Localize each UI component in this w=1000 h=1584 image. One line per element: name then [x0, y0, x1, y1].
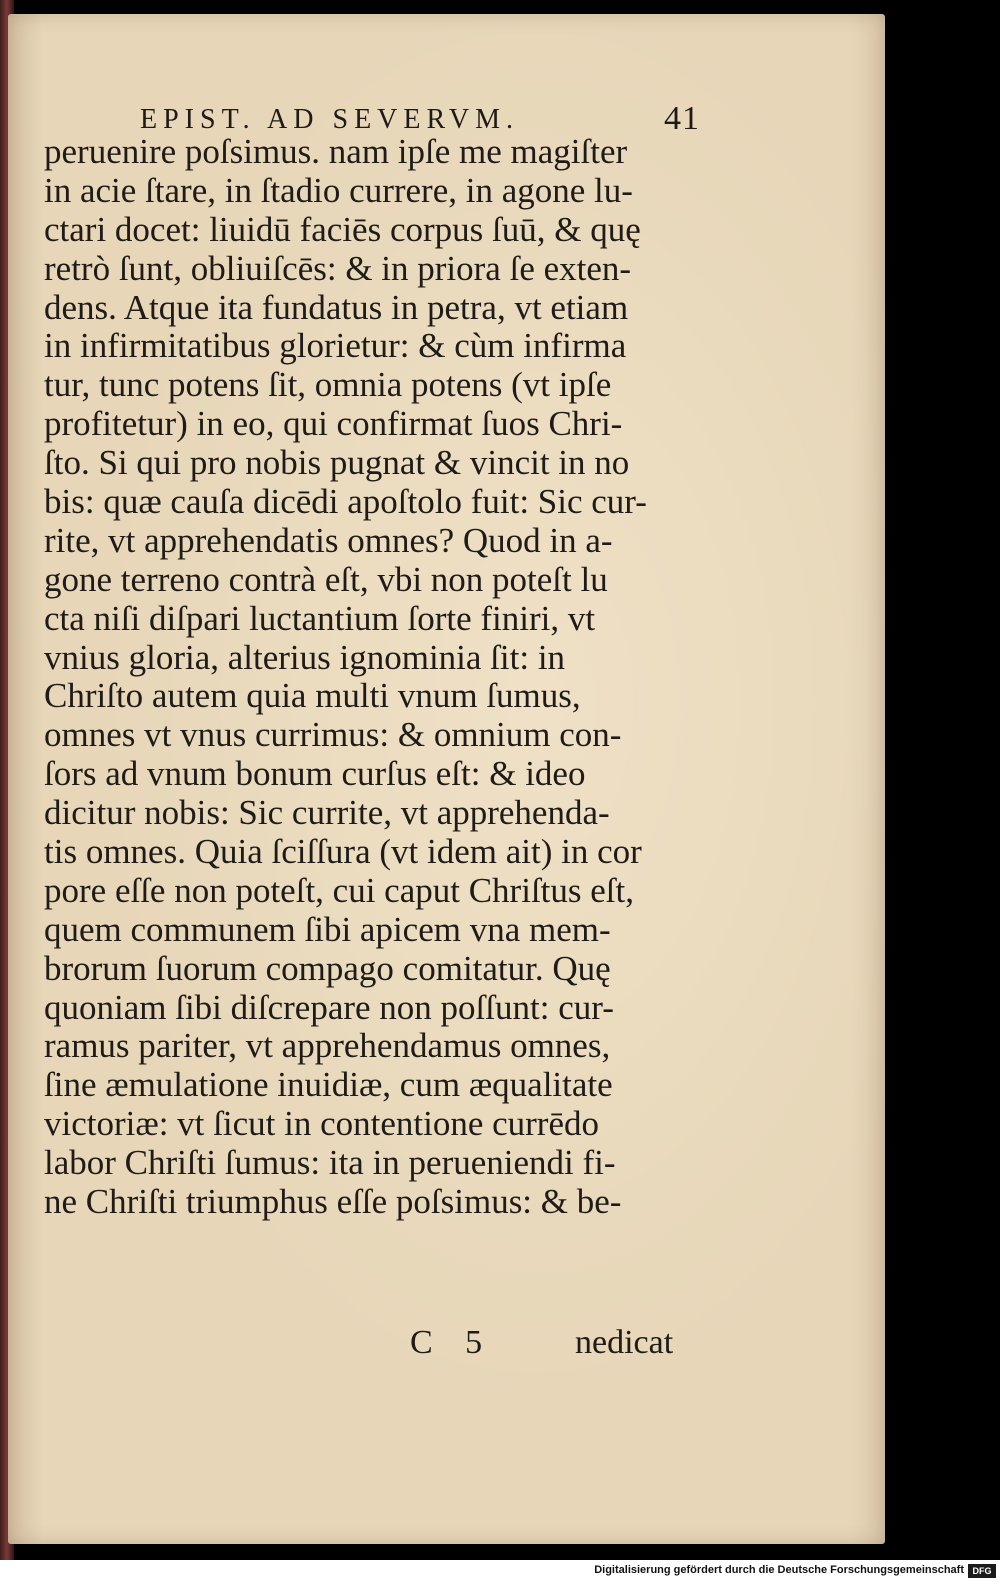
text-line: quoniam ſibi diſcrepare non poſſunt: cur- [44, 988, 614, 1027]
text-line: ſine æmulatione inuidiæ, cum æqualitate [44, 1066, 613, 1105]
text-line: tis omnes. Quia ſciſſura (vt idem ait) in cor [44, 833, 642, 872]
text-line: brorum ſuorum compago comitatur. Quę [44, 949, 611, 988]
text-line: bis: quæ cauſa dicēdi apoſtolo fuit: Sic cur- [44, 483, 647, 522]
page-number: 41 [664, 100, 700, 137]
text-line: ramus pariter, vt apprehendamus omnes, [44, 1027, 611, 1066]
running-head: EPIST. AD SEVERVM. [140, 104, 520, 135]
text-line: ctari docet: liuidū faciēs corpus ſuū, & quę [44, 210, 641, 249]
text-line: victoriæ: vt ſicut in contentione currēdo [44, 1105, 599, 1144]
text-line: labor Chriſti ſumus: ita in perueniendi fi- [44, 1144, 616, 1183]
catchword: nedicat [575, 1324, 674, 1361]
dfg-credit-text: Digitalisierung gefördert durch die Deutsche Forschungsgemeinschaft [594, 1564, 964, 1576]
text-line: peruenire poſsimus. nam ipſe me magiſter [44, 133, 628, 171]
text-line: retrò ſunt, obliuiſcēs: & in priora ſe exten- [44, 249, 632, 288]
text-line: ſors ad vnum bonum curſus eſt: & ideo [44, 755, 586, 794]
text-line: vnius gloria, alterius ignominia ſit: in [44, 638, 566, 677]
page-footer [0, 1324, 890, 1368]
text-line: ſto. Si qui pro nobis pugnat & vincit in no [44, 444, 630, 483]
signature-mark: C 5 [410, 1324, 495, 1361]
text-line: dicitur nobis: Sic currite, vt apprehenda- [44, 794, 610, 833]
text-line: in acie ſtare, in ſtadio currere, in agone lu- [44, 171, 633, 210]
text-line: in infirmitatibus glorietur: & cùm infirma [44, 327, 627, 366]
text-line: ne Chriſti triumphus eſſe poſsimus: & be- [44, 1183, 622, 1222]
text-line: quem communem ſibi apicem vna mem- [44, 910, 611, 949]
text-line: omnes vt vnus currimus: & omnium con- [44, 716, 622, 755]
text-line: rite, vt apprehendatis omnes? Quod in a- [44, 521, 613, 560]
text-line: pore eſſe non poteſt, cui caput Chriſtus eſt, [44, 871, 634, 910]
text-line: cta niſi diſpari luctantium ſorte finiri, vt [44, 599, 596, 638]
text-line: tur, tunc potens ſit, omnia potens (vt ipſe [44, 366, 612, 405]
body-text [44, 133, 734, 1222]
text-line: gone terreno contrà eſt, vbi non poteſt lu [44, 560, 608, 599]
text-line: dens. Atque ita fundatus in petra, vt etiam [44, 288, 629, 327]
dfg-logo: DFG [968, 1564, 996, 1578]
text-line: profitetur) in eo, qui confirmat ſuos Chri- [44, 405, 623, 444]
digitization-credit-bar [0, 1560, 1000, 1584]
text-line: Chriſto autem quia multi vnum ſumus, [44, 677, 581, 716]
